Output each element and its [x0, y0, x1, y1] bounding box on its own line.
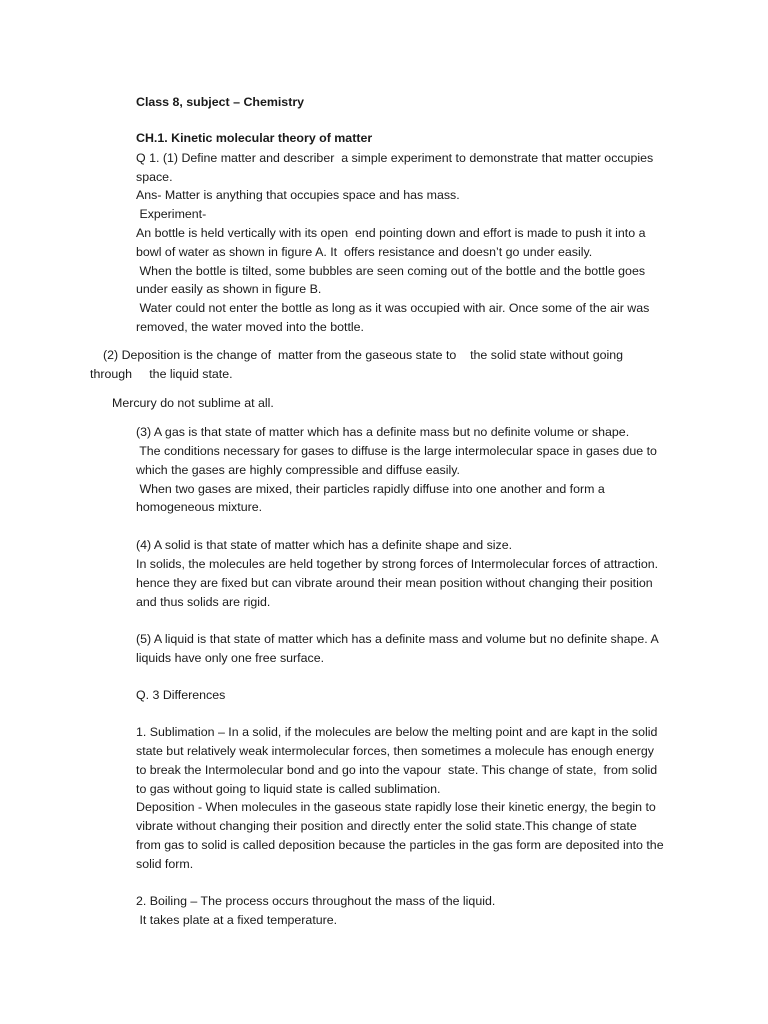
text-line: (5) A liquid is that state of matter which has a definite mass and volume but no definite shape. A — [136, 632, 659, 646]
text-line: Water could not enter the bottle as long as it was occupied with air. Once some of the air was — [136, 301, 650, 315]
text-line: 1. Sublimation – In a solid, if the molecules are below the melting point and are kapt in the solid — [136, 725, 658, 739]
text-line: (3) A gas is that state of matter which has a definite mass but no definite volume or shape. — [136, 425, 630, 439]
text-line: space. — [136, 170, 173, 184]
text-line: (4) A solid is that state of matter which has a definite shape and size. — [136, 538, 513, 552]
text-line: vibrate without changing their position and directly enter the solid state.This change of state — [136, 819, 637, 833]
text-line: through the liquid state. — [90, 367, 233, 381]
chapter-title: CH.1. Kinetic molecular theory of matter — [136, 131, 373, 145]
text-line: homogeneous mixture. — [136, 500, 263, 514]
text-line: Deposition - When molecules in the gaseous state rapidly lose their kinetic energy, the begin to — [136, 800, 656, 814]
text-line: The conditions necessary for gases to diffuse is the large intermolecular space in gases due to — [136, 444, 657, 458]
text-line: solid form. — [136, 857, 194, 871]
text-line: removed, the water moved into the bottle. — [136, 320, 364, 334]
text-line: In solids, the molecules are held together by strong forces of Intermolecular forces of attraction. — [136, 557, 659, 571]
document-header: Class 8, subject – Chemistry — [136, 95, 305, 109]
text-line: to gas without going to liquid state is called sublimation. — [136, 782, 441, 796]
text-line: and thus solids are rigid. — [136, 595, 271, 609]
text-line: which the gases are highly compressible and diffuse easily. — [136, 463, 460, 477]
text-line: When two gases are mixed, their particles rapidly diffuse into one another and form a — [136, 482, 605, 496]
text-line: An bottle is held vertically with its open end pointing down and effort is made to push it into a — [136, 226, 646, 240]
text-line: Q 1. (1) Define matter and describer a simple experiment to demonstrate that matter occupies — [136, 151, 654, 165]
text-line: It takes plate at a fixed temperature. — [136, 913, 338, 927]
text-line: (2) Deposition is the change of matter from the gaseous state to the solid state without going — [103, 348, 624, 362]
text-line: When the bottle is tilted, some bubbles are seen coming out of the bottle and the bottle goes — [136, 264, 646, 278]
text-line: 2. Boiling – The process occurs throughout the mass of the liquid. — [136, 894, 496, 908]
text-line: under easily as shown in figure B. — [136, 282, 322, 296]
text-line: to break the Intermolecular bond and go into the vapour state. This change of state, from solid — [136, 763, 658, 777]
text-line: liquids have only one free surface. — [136, 651, 325, 665]
text-line: state but relatively weak intermolecular forces, then sometimes a molecule has enough energy — [136, 744, 654, 758]
text-line: Mercury do not sublime at all. — [112, 396, 274, 410]
text-line: Experiment- — [136, 207, 207, 221]
text-line: Ans- Matter is anything that occupies space and has mass. — [136, 188, 460, 202]
text-line: hence they are fixed but can vibrate around their mean position without changing their position — [136, 576, 653, 590]
text-line: Q. 3 Differences — [136, 688, 226, 702]
text-line: bowl of water as shown in figure A. It offers resistance and doesn’t go under easily. — [136, 245, 593, 259]
text-line: from gas to solid is called deposition because the particles in the gas form are deposited into the — [136, 838, 664, 852]
